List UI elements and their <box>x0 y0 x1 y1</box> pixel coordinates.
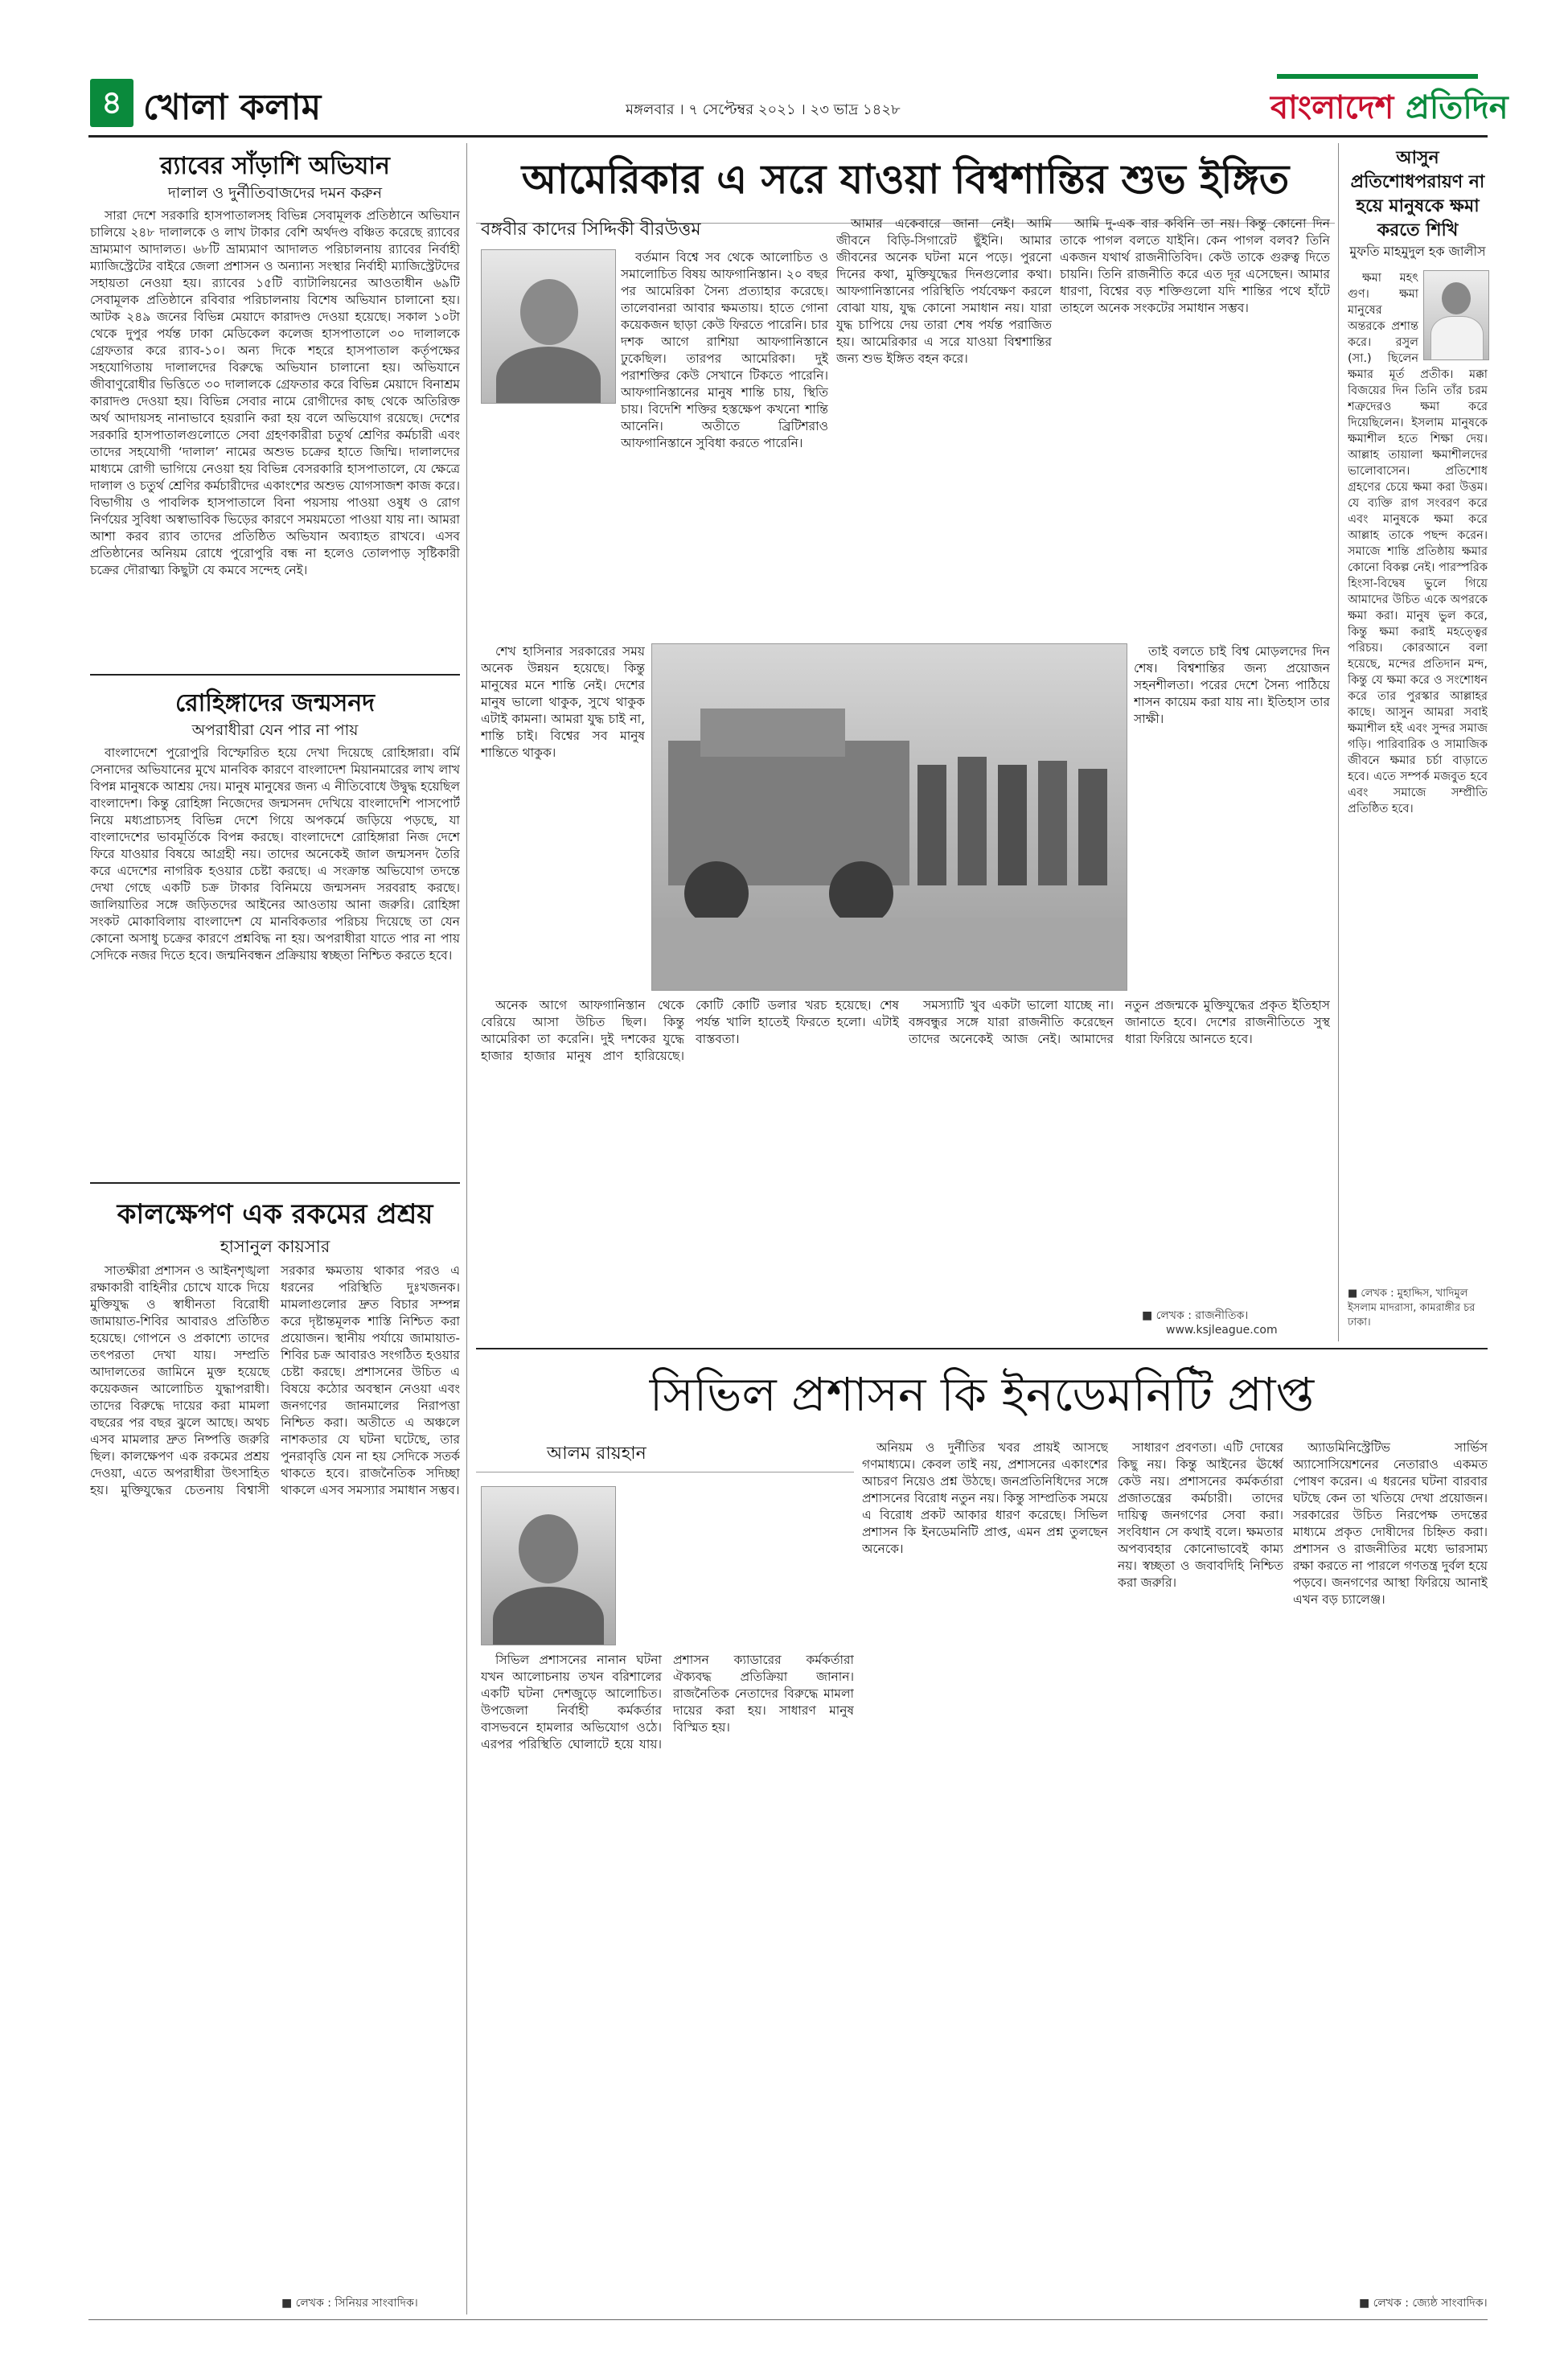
paper-logo-b: প্রতিদিন <box>1406 89 1508 126</box>
page-number-badge <box>90 79 133 127</box>
lead-text-g: সমস্যাটি খুব একটা ভালো যাচ্ছে না। বঙ্গবন্ধুর সঙ্গে যারা রাজনীতি করেছেন তাদের অনেকেই আজ নেই। আমাদের নতুন প্রজন্মকে মুক্তিযুদ্ধের প্রকৃত ইতিহাস জানাতে হবে। দেশের রাজনীতিতে সুস্থ ধারা ফিরিয়ে আনতে হবে। <box>909 998 1330 1046</box>
second-col-c <box>1118 1440 1283 2284</box>
lead-text-b: আমার একেবারে জানা নেই। আমি জীবনে বিড়ি-সিগারেট ছুঁইনি। আমার জীবনের অনেক ঘটনা মনে পড়ে। পুরনো দিনের কথা, মুক্তিযুদ্ধের দিনগুলোর কথা। আফগানিস্তানের পরিস্থিতি পর্যবেক্ষণ করলে বোঝা যায়, যুদ্ধ কোনো সমাধান নয়। যারা যুদ্ধ চাপিয়ে দেয় তারা শেষ পর্যন্ত পরাজিত হয়। আমেরিকার এ সরে যাওয়া বিশ্বশান্তির জন্য শুভ ইঙ্গিত বহন করে। <box>836 216 1052 366</box>
lead-text-c: আমি দু-এক বার কবিনি তা নয়। কিন্তু কোনো দিন তাকে পাগল বলতে যাইনি। কেন পাগল বলব? তিনি একজন যথার্থ রাজনীতিবিদ। কেউ তাকে গুরুত্ব দিতে চায়নি। তিনি রাজনীতি করে এত দূর এসেছেন। আমার ধারণা, বিশ্বের বড় শক্তিগুলো যদি শান্তির পথে হাঁটে তাহলে অনেক সংকটের সমাধান সম্ভব। <box>1060 216 1330 315</box>
section-title: খোলা কলাম <box>143 87 322 128</box>
right-author: মুফতি মাহমুদুল হক জালীস <box>1349 244 1486 259</box>
issue-date: মঙ্গলবার । ৭ সেপ্টেম্বর ২০২১ । ২৩ ভাদ্র ১৪২৮ <box>626 101 901 118</box>
lead-author: বঙ্গবীর কাদের সিদ্দিকী বীরউত্তম <box>481 220 701 240</box>
lead-text-a: বর্তমান বিশ্বে সব থেকে আলোচিত ও সমালোচিত বিষয় আফগানিস্তান। ২০ বছর পর আমেরিকা সৈন্য প্রত্যাহার করেছে। তালেবানরা আবার ক্ষমতায়। হাতে গোনা কয়েকজন ছাড়া কেউ ফিরতে পারেনি। চার দশক আগে রাশিয়া আফগানিস্তানে ঢুকেছিল। তারপর আমেরিকা। দুই পরাশক্তির কেউ সেখানে টিকতে পারেনি। আফগানিস্তানের মানুষ শান্তি চায়, স্থিতি চায়। বিদেশি শক্তির হস্তক্ষেপ কখনো শান্তি আনেনি। অতীতে ব্রিটিশরাও আফগানিস্তানে সুবিধা করতে পারেনি। <box>621 250 828 450</box>
second-author-photo <box>481 1486 616 1645</box>
editorial-1-subtitle: দালাল ও দুর্নীতিবাজদের দমন করুন <box>167 184 383 202</box>
paper-logo <box>1270 74 1508 132</box>
lead-col-g <box>909 997 1330 1303</box>
second-author: আলম রায়হান <box>547 1444 646 1464</box>
second-signature: ■ লেখক : জ্যেষ্ঠ সাংবাদিক। <box>1359 2297 1488 2310</box>
lead-col-f <box>481 997 899 1327</box>
editorial-1-body <box>90 207 460 667</box>
lead-website-link[interactable]: www.ksjleague.com <box>1166 1324 1278 1337</box>
lead-col-c <box>1060 216 1330 618</box>
second-top-rule <box>476 1348 1488 1349</box>
page-number: ৪ <box>101 84 122 121</box>
editorial-1-title: র‌্যাবের সাঁড়াশি অভিযান <box>160 152 390 180</box>
second-col-d <box>1293 1440 1488 2284</box>
lead-text-d: শেখ হাসিনার সরকারের সময় অনেক উন্নয়ন হয়েছে। কিন্তু মানুষের মনে শান্তি নেই। দেশের মানুষ ভালো থাকুক, সুখে থাকুক এটাই কামনা। আমরা যুদ্ধ চাই না, শান্তি চাই। বিশ্বের সব মানুষ শান্তিতে থাকুক। <box>481 644 645 760</box>
second-text-c: সাধারণ প্রবণতা। এটি দোষের কিছু নয়। কিন্তু আইনের ঊর্ধ্বে কেউ নয়। প্রশাসনের কর্মকর্তারা প্রজাতন্ত্রের কর্মচারী। তাদের দায়িত্ব জনগণের সেবা করা। সংবিধান সে কথাই বলে। ক্ষমতার অপব্যবহার কোনোভাবেই কাম্য নয়। স্বচ্ছতা ও জবাবদিহি নিশ্চিত করা জরুরি। <box>1118 1440 1283 1590</box>
lead-title: আমেরিকার এ সরে যাওয়া বিশ্বশান্তির শুভ ইঙ্গিত <box>476 150 1335 224</box>
masthead-rule <box>88 135 1488 138</box>
col1-divider <box>466 143 467 2314</box>
lead-col-e <box>1134 643 1330 989</box>
lead-photo <box>651 643 1127 991</box>
paper-logo-a: বাংলাদেশ <box>1270 89 1394 126</box>
lead-signature: ■ লেখক : রাজনীতিক। <box>1142 1309 1249 1322</box>
lead-author-photo <box>481 249 616 404</box>
oped-1-text: সাতক্ষীরা প্রশাসন ও আইনশৃঙ্খলা রক্ষাকারী বাহিনীর চোখে যাকে দিয়ে মুক্তিযুদ্ধ ও স্বাধীনতা বিরোধী জামায়াত-শিবির আবারও প্রতিষ্ঠিত হয়েছে। গোপনে ও প্রকাশ্যে তাদের তৎপরতা দেখা যায়। সম্প্রতি আদালতের জামিনে মুক্ত হয়েছে কয়েকজন আলোচিত যুদ্ধাপরাধী। তাদের বিরুদ্ধে দায়ের করা মামলা বছরের পর বছর ঝুলে আছে। অথচ এসব মামলার দ্রুত নিষ্পত্তি জরুরি ছিল। কালক্ষেপণ এক রকমের প্রশ্রয় দেওয়া, এতে অপরাধীরা উৎসাহিত হয়। মুক্তিযুদ্ধের চেতনায় বিশ্বাসী সরকার ক্ষমতায় থাকার পরও এ ধরনের পরিস্থিতি দুঃখজনক। মামলাগুলোর দ্রুত বিচার সম্পন্ন করে দৃষ্টান্তমূলক শাস্তি নিশ্চিত করা প্রয়োজন। স্থানীয় পর্যায়ে জামায়াত-শিবির চক্র আবারও সংগঠিত হওয়ার চেষ্টা করছে। প্রশাসনের উচিত এ বিষয়ে কঠোর অবস্থান নেওয়া এবং জনগণের জানমালের নিরাপত্তা নিশ্চিত করা। অতীতে এ অঞ্চলে নাশকতার যে ঘটনা ঘটেছে, তার পুনরাবৃত্তি যেন না হয় সেদিকে সতর্ক থাকতে হবে। রাজনৈতিক সদিচ্ছা থাকলে এসব সমস্যার সমাধান সম্ভব। <box>90 1263 460 1497</box>
second-title: সিভিল প্রশাসন কি ইনডেমনিটি প্রাপ্ত <box>649 1367 1315 1422</box>
oped-1-title: কালক্ষেপণ এক রকমের প্রশ্রয় <box>117 1198 433 1230</box>
oped-1-body <box>90 1263 460 2284</box>
lead-text-e: তাই বলতে চাই বিশ্ব মোড়লদের দিন শেষ। বিশ্বশান্তির জন্য প্রয়োজন সহনশীলতা। পরের দেশে সৈন্য পাঠিয়ে শাসন কায়েম করা যায় না। ইতিহাস তার সাক্ষী। <box>1134 644 1330 726</box>
soldiers-armored-vehicle-icon <box>652 644 1127 990</box>
right-body <box>1348 270 1488 1275</box>
oped-1-signature: ■ লেখক : সিনিয়র সাংবাদিক। <box>281 2297 418 2310</box>
oped-1-author: হাসানুল কায়সার <box>220 1237 330 1256</box>
editorial-2-text: বাংলাদেশে পুরোপুরি বিস্ফোরিত হয়ে দেখা দিয়েছে রোহিঙ্গারা। বর্মি সেনাদের অভিযানের মুখে মানবিক কারণে বাংলাদেশ মিয়ানমারের লাখ লাখ বিপন্ন মানুষকে আশ্রয় দেয়। মানুষ মানুষের জন্য এ নীতিবোধে উদ্বুদ্ধ হয়েছিল বাংলাদেশ। কিন্তু রোহিঙ্গা নিজেদের জন্মসনদ দেখিয়ে বাংলাদেশি পাসপোর্ট নিয়ে মধ্যপ্রাচ্যসহ বিভিন্ন দেশে গিয়ে অপকর্মে জড়িয়ে পড়ছে, যা বাংলাদেশের ভাবমূর্তিকে বিপন্ন করছে। বাংলাদেশে রোহিঙ্গারা নিজ দেশে ফিরে যাওয়ার বিষয়ে আগ্রহী নয়। তাদের অনেকেই জাল জন্মসনদ তৈরি করে এদেশের নাগরিক হওয়ার চেষ্টা করছে। এ সংক্রান্ত অভিযোগ তদন্তে দেখা গেছে একটি চক্র টাকার বিনিময়ে জন্মসনদ সরবরাহ করছে। জালিয়াতির সঙ্গে জড়িতদের আইনের আওতায় আনা জরুরি। রোহিঙ্গা সংকট মোকাবিলায় বাংলাদেশ যে মানবিকতার পরিচয় দিয়েছে তা যেন কোনো অসাধু চক্রের কারণে প্রশ্নবিদ্ধ না হয়। অপরাধীরা যাতে পার না পায় সেদিকে নজর দিতে হবে। জন্মনিবন্ধন প্রক্রিয়ায় স্বচ্ছতা নিশ্চিত করতে হবে। <box>90 745 460 963</box>
second-text-a: সিভিল প্রশাসনের নানান ঘটনা যখন আলোচনায় তখন বরিশালের একটি ঘটনা দেশজুড়ে আলোচিত। উপজেলা নির্বাহী কর্মকর্তার বাসভবনে হামলার অভিযোগ ওঠে। এরপর পরিস্থিতি ঘোলাটে হয়ে যায়। প্রশাসন ক্যাডারের কর্মকর্তারা ঐক্যবদ্ধ প্রতিক্রিয়া জানান। রাজনৈতিক নেতাদের বিরুদ্ধে মামলা দায়ের করা হয়। সাধারণ মানুষ বিস্মিত হয়। <box>481 1653 854 1752</box>
editorial-1-text: সারা দেশে সরকারি হাসপাতালসহ বিভিন্ন সেবামূলক প্রতিষ্ঠানে অভিযান চালিয়ে ২৪৮ দালালকে ও লাখ টাকার বেশি অর্থদণ্ড বঞ্চিত করেছে র‌্যাবের ভ্রাম্যমাণ আদালত। ৬৮টি ভ্রাম্যমাণ আদালত পরিচালনায় র‌্যাবের নির্বাহী ম্যাজিস্ট্রেটের বাইরে জেলা প্রশাসন ও অন্যান্য সংস্থার নির্বাহী ম্যাজিস্ট্রেটদের সহায়তা নেওয়া হয়। র‌্যাবের ১৫টি ব্যাটালিয়নের আওতাধীন ৬৯টি সেবামূলক প্রতিষ্ঠানে রবিবার পরিচালনায় বিশেষ অভিযান চালানো হয়। আটক ২৪৯ জনের বিভিন্ন মেয়াদে কারাদণ্ড দেওয়া হয়েছে। সকাল ১০টা থেকে দুপুর পর্যন্ত ঢাকা মেডিকেল কলেজ হাসপাতালে ৩০ দালালকে গ্রেফতার করে র‌্যাব-১০। অন্য দিকে শহরে হাসপাতাল কর্তৃপক্ষের সহযোগিতায় দালালদের বিরুদ্ধে অভিযান চালানো হয়। অভিযানে জীবাণুরোধীর ভিত্তিতে ৩০ দালালকে গ্রেফতার করে বিভিন্ন মেয়াদে বিনাশ্রম কারাদণ্ড দেওয়া হয়। বিভিন্ন সেবার নামে রোগীদের কাছ থেকে অতিরিক্ত অর্থ আদায়সহ নানাভাবে হয়রানি করা হয় বলে অভিযোগ রয়েছে। দেশের সরকারি হাসপাতালগুলোতে সেবা গ্রহণকারীরা চতুর্থ শ্রেণির কর্মচারী এবং তাদের সহযোগী ‘দালাল’ নামের অশুভ চক্রের হাতে জিম্মি। দালালদের মাধ্যমে রোগী ভাগিয়ে নেওয়া হয় বিভিন্ন বেসরকারি হাসপাতালে, যে ক্ষেত্রে দালাল ও চতুর্থ শ্রেণির কর্মচারীদের একাংশের অশুভ যোগসাজশ কাজ করে। বিভাগীয় ও পাবলিক হাসপাতালে বিনা পয়সায় পাওয়া ওষুধ ও রোগ নির্ণয়ের সুবিধা অস্বাভাবিক ভিড়ের কারণে সময়মতো পাওয়া যায় না। আমরা আশা করব র‌্যাব তাদের প্রতিষ্ঠিত অভিযান অব্যাহত রাখবে। এসব প্রতিষ্ঠানের অনিয়ম রোধে পুরোপুরি বন্ধ না হলেও তোলপাড় সৃষ্টিকারী চক্রের দৌরাত্ম্য কিছুটা যে কমবে সন্দেহ নেই। <box>90 208 460 577</box>
editorial-2-body <box>90 745 460 1176</box>
right-col-divider <box>1338 143 1339 1341</box>
right-title: আসুন প্রতিশোধপরায়ণ না হয়ে মানুষকে ক্ষমা করতে শিখি <box>1350 148 1485 240</box>
second-text-d: অ্যাডমিনিস্ট্রেটিভ সার্ভিস অ্যাসোসিয়েশনের নেতারাও একমত পোষণ করেন। এ ধরনের ঘটনা বারবার ঘটছে কেন তা খতিয়ে দেখা প্রয়োজন। সরকারের উচিত নিরপেক্ষ তদন্তের মাধ্যমে প্রকৃত দোষীদের চিহ্নিত করা। প্রশাসন ও রাজনীতির মধ্যে ভারসাম্য রক্ষা করতে না পারলে গণতন্ত্র দুর্বল হয়ে পড়বে। জনগণের আস্থা ফিরিয়ে আনাই এখন বড় চ্যালেঞ্জ। <box>1293 1440 1488 1607</box>
lead-text-f: অনেক আগে আফগানিস্তান থেকে বেরিয়ে আসা উচিত ছিল। কিন্তু আমেরিকা তা করেনি। দুই দশকের যুদ্ধে হাজার হাজার মানুষ প্রাণ হারিয়েছে। কোটি কোটি ডলার খরচ হয়েছে। শেষ পর্যন্ত খালি হাতেই ফিরতে হলো। এটাই বাস্তবতা। <box>481 998 899 1063</box>
editorial-2-subtitle: অপরাধীরা যেন পার না পায় <box>191 721 359 739</box>
second-col-b <box>862 1440 1108 2284</box>
page-bottom-rule <box>88 2319 1488 2320</box>
editorial-2-rule <box>90 1182 460 1184</box>
editorial-1-rule <box>90 674 460 676</box>
editorial-2-title: রোহিঙ্গাদের জন্মসনদ <box>174 689 376 717</box>
right-signature: ■ লেখক : মুহাদ্দিস, খাদিমুল ইসলাম মাদরাসা, কামরাঙ্গীর চর ঢাকা। <box>1348 1288 1476 1329</box>
lead-col-a <box>621 249 828 635</box>
lead-col-d <box>481 643 645 989</box>
second-col-a <box>481 1652 854 2287</box>
right-text: ক্ষমা মহৎ গুণ। ক্ষমা মানুষের অন্তরকে প্রশান্ত করে। রসুল (সা.) ছিলেন ক্ষমার মূর্ত প্রতীক। মক্কা বিজয়ের দিন তিনি তাঁর চরম শত্রুদেরও ক্ষমা করে দিয়েছিলেন। ইসলাম মানুষকে ক্ষমাশীল হতে শিক্ষা দেয়। আল্লাহ তায়ালা ক্ষমাশীলদের ভালোবাসেন। প্রতিশোধ গ্রহণের চেয়ে ক্ষমা করা উত্তম। যে ব্যক্তি রাগ সংবরণ করে এবং মানুষকে ক্ষমা করে আল্লাহ তাকে পছন্দ করেন। সমাজে শান্তি প্রতিষ্ঠায় ক্ষমার কোনো বিকল্প নেই। পারস্পরিক হিংসা-বিদ্বেষ ভুলে গিয়ে আমাদের উচিত একে অপরকে ক্ষমা করা। মানুষ ভুল করে, কিন্তু ক্ষমা করাই মহত্ত্বের পরিচয়। কোরআনে বলা হয়েছে, মন্দের প্রতিদান মন্দ, কিন্তু যে ক্ষমা করে ও সংশোধন করে তার পুরস্কার আল্লাহর কাছে। আসুন আমরা সবাই ক্ষমাশীল হই এবং সুন্দর সমাজ গড়ি। পারিবারিক ও সামাজিক জীবনে ক্ষমার চর্চা বাড়াতে হবে। এতে সম্পর্ক মজবুত হবে এবং সমাজে সম্প্রীতি প্রতিষ্ঠিত হবে। <box>1348 272 1488 815</box>
lead-col-b <box>836 216 1052 618</box>
second-text-b: অনিয়ম ও দুর্নীতির খবর প্রায়ই আসছে গণমাধ্যমে। কেবল তাই নয়, প্রশাসনের একাংশের আচরণ নিয়েও প্রশ্ন উঠছে। জনপ্রতিনিধিদের সঙ্গে প্রশাসনের বিরোধ নতুন নয়। কিন্তু সাম্প্রতিক সময়ে এ বিরোধ প্রকট আকার ধারণ করেছে। সিভিল প্রশাসন কি ইনডেমনিটি প্রাপ্ত, এমন প্রশ্ন তুলছেন অনেকে। <box>862 1440 1108 1556</box>
